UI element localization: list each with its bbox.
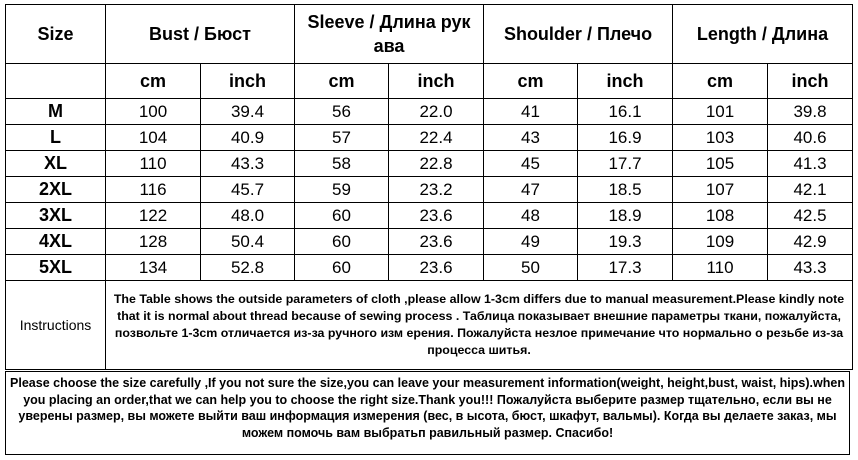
- measurement-cell: 100: [106, 99, 201, 125]
- measurement-cell: 41: [484, 99, 578, 125]
- measurement-cell: 50.4: [201, 229, 295, 255]
- measurement-cell: 45.7: [201, 177, 295, 203]
- size-label: 5XL: [6, 255, 106, 281]
- measurement-cell: 48: [484, 203, 578, 229]
- header-shoulder: Shoulder / Плечо: [484, 5, 673, 64]
- unit-inch: inch: [578, 64, 673, 99]
- instructions-row: [6, 281, 853, 370]
- measurement-cell: 16.9: [578, 125, 673, 151]
- measurement-cell: 45: [484, 151, 578, 177]
- measurement-cell: 23.6: [389, 255, 484, 281]
- measurement-cell: 60: [295, 255, 389, 281]
- measurement-cell: 47: [484, 177, 578, 203]
- size-advice-note: Please choose the size carefully ,If you not sure the size,you can leave your measurement information(weight, height,bust, waist, hips).when you placing an order,that we can help you to choose the right size.Thank you!!! Пожалуйста выберите размер тщательно, если вы не уверены размер, вы можете выйти ваш информация измерения (вес, в ысота, бюст, шкафут, вальмы). Когда вы делаете заказ, мы можем помочь вам выбратьп равильный размер. Спасибо!: [5, 371, 850, 455]
- measurement-cell: 57: [295, 125, 389, 151]
- measurement-cell: 18.9: [578, 203, 673, 229]
- measurement-cell: 59: [295, 177, 389, 203]
- size-row: [6, 177, 853, 203]
- instructions-label: Instructions: [6, 281, 106, 370]
- measurement-cell: 43.3: [201, 151, 295, 177]
- measurement-cell: 108: [673, 203, 768, 229]
- measurement-cell: 17.7: [578, 151, 673, 177]
- header-sleeve: Sleeve / Длина рук ава: [295, 5, 484, 64]
- measurement-cell: 42.5: [768, 203, 853, 229]
- measurement-cell: 41.3: [768, 151, 853, 177]
- measurement-cell: 40.6: [768, 125, 853, 151]
- measurement-cell: 60: [295, 229, 389, 255]
- measurement-cell: 109: [673, 229, 768, 255]
- measurement-cell: 122: [106, 203, 201, 229]
- measurement-cell: 58: [295, 151, 389, 177]
- measurement-cell: 56: [295, 99, 389, 125]
- unit-cm: cm: [484, 64, 578, 99]
- measurement-cell: 18.5: [578, 177, 673, 203]
- unit-cm: cm: [106, 64, 201, 99]
- size-label: 3XL: [6, 203, 106, 229]
- measurement-cell: 116: [106, 177, 201, 203]
- unit-row: [6, 64, 853, 99]
- unit-blank: [6, 64, 106, 99]
- measurement-cell: 104: [106, 125, 201, 151]
- measurement-cell: 22.0: [389, 99, 484, 125]
- size-label: M: [6, 99, 106, 125]
- measurement-cell: 52.8: [201, 255, 295, 281]
- measurement-cell: 19.3: [578, 229, 673, 255]
- measurement-cell: 49: [484, 229, 578, 255]
- measurement-cell: 110: [673, 255, 768, 281]
- measurement-cell: 23.2: [389, 177, 484, 203]
- header-length: Length / Длина: [673, 5, 853, 64]
- measurement-cell: 22.8: [389, 151, 484, 177]
- measurement-cell: 17.3: [578, 255, 673, 281]
- measurement-cell: 22.4: [389, 125, 484, 151]
- measurement-cell: 60: [295, 203, 389, 229]
- size-label: 4XL: [6, 229, 106, 255]
- measurement-cell: 50: [484, 255, 578, 281]
- size-row: [6, 151, 853, 177]
- size-row: [6, 229, 853, 255]
- unit-inch: inch: [389, 64, 484, 99]
- measurement-cell: 134: [106, 255, 201, 281]
- measurement-cell: 43: [484, 125, 578, 151]
- size-table: [5, 4, 853, 370]
- measurement-cell: 23.6: [389, 203, 484, 229]
- size-rows: [6, 99, 853, 281]
- measurement-cell: 128: [106, 229, 201, 255]
- unit-cm: cm: [295, 64, 389, 99]
- measurement-cell: 101: [673, 99, 768, 125]
- size-row: [6, 125, 853, 151]
- measurement-cell: 103: [673, 125, 768, 151]
- measurement-cell: 107: [673, 177, 768, 203]
- unit-inch: inch: [201, 64, 295, 99]
- measurement-cell: 42.9: [768, 229, 853, 255]
- unit-cm: cm: [673, 64, 768, 99]
- size-row: [6, 99, 853, 125]
- measurement-cell: 39.8: [768, 99, 853, 125]
- measurement-cell: 23.6: [389, 229, 484, 255]
- size-row: [6, 203, 853, 229]
- measurement-cell: 16.1: [578, 99, 673, 125]
- instructions-text: The Table shows the outside parameters of cloth ,please allow 1-3cm differs due to manual measurement.Please kindly note that it is normal about thread because of sewing process . Таблица показывает внешние параметры ткани, пожалуйста, позвольте 1-3cm отличается из-за ручного изм ерения. Пожалуйста незлое примечание что нормально о резьбе из-за процесса шитья.: [106, 281, 853, 370]
- header-size: Size: [6, 5, 106, 64]
- unit-inch: inch: [768, 64, 853, 99]
- measurement-cell: 43.3: [768, 255, 853, 281]
- measurement-cell: 110: [106, 151, 201, 177]
- measurement-cell: 105: [673, 151, 768, 177]
- size-label: 2XL: [6, 177, 106, 203]
- size-row: [6, 255, 853, 281]
- measurement-cell: 39.4: [201, 99, 295, 125]
- measurement-cell: 40.9: [201, 125, 295, 151]
- measurement-cell: 48.0: [201, 203, 295, 229]
- header-row: [6, 5, 853, 64]
- size-label: XL: [6, 151, 106, 177]
- header-bust: Bust / Бюст: [106, 5, 295, 64]
- size-label: L: [6, 125, 106, 151]
- measurement-cell: 42.1: [768, 177, 853, 203]
